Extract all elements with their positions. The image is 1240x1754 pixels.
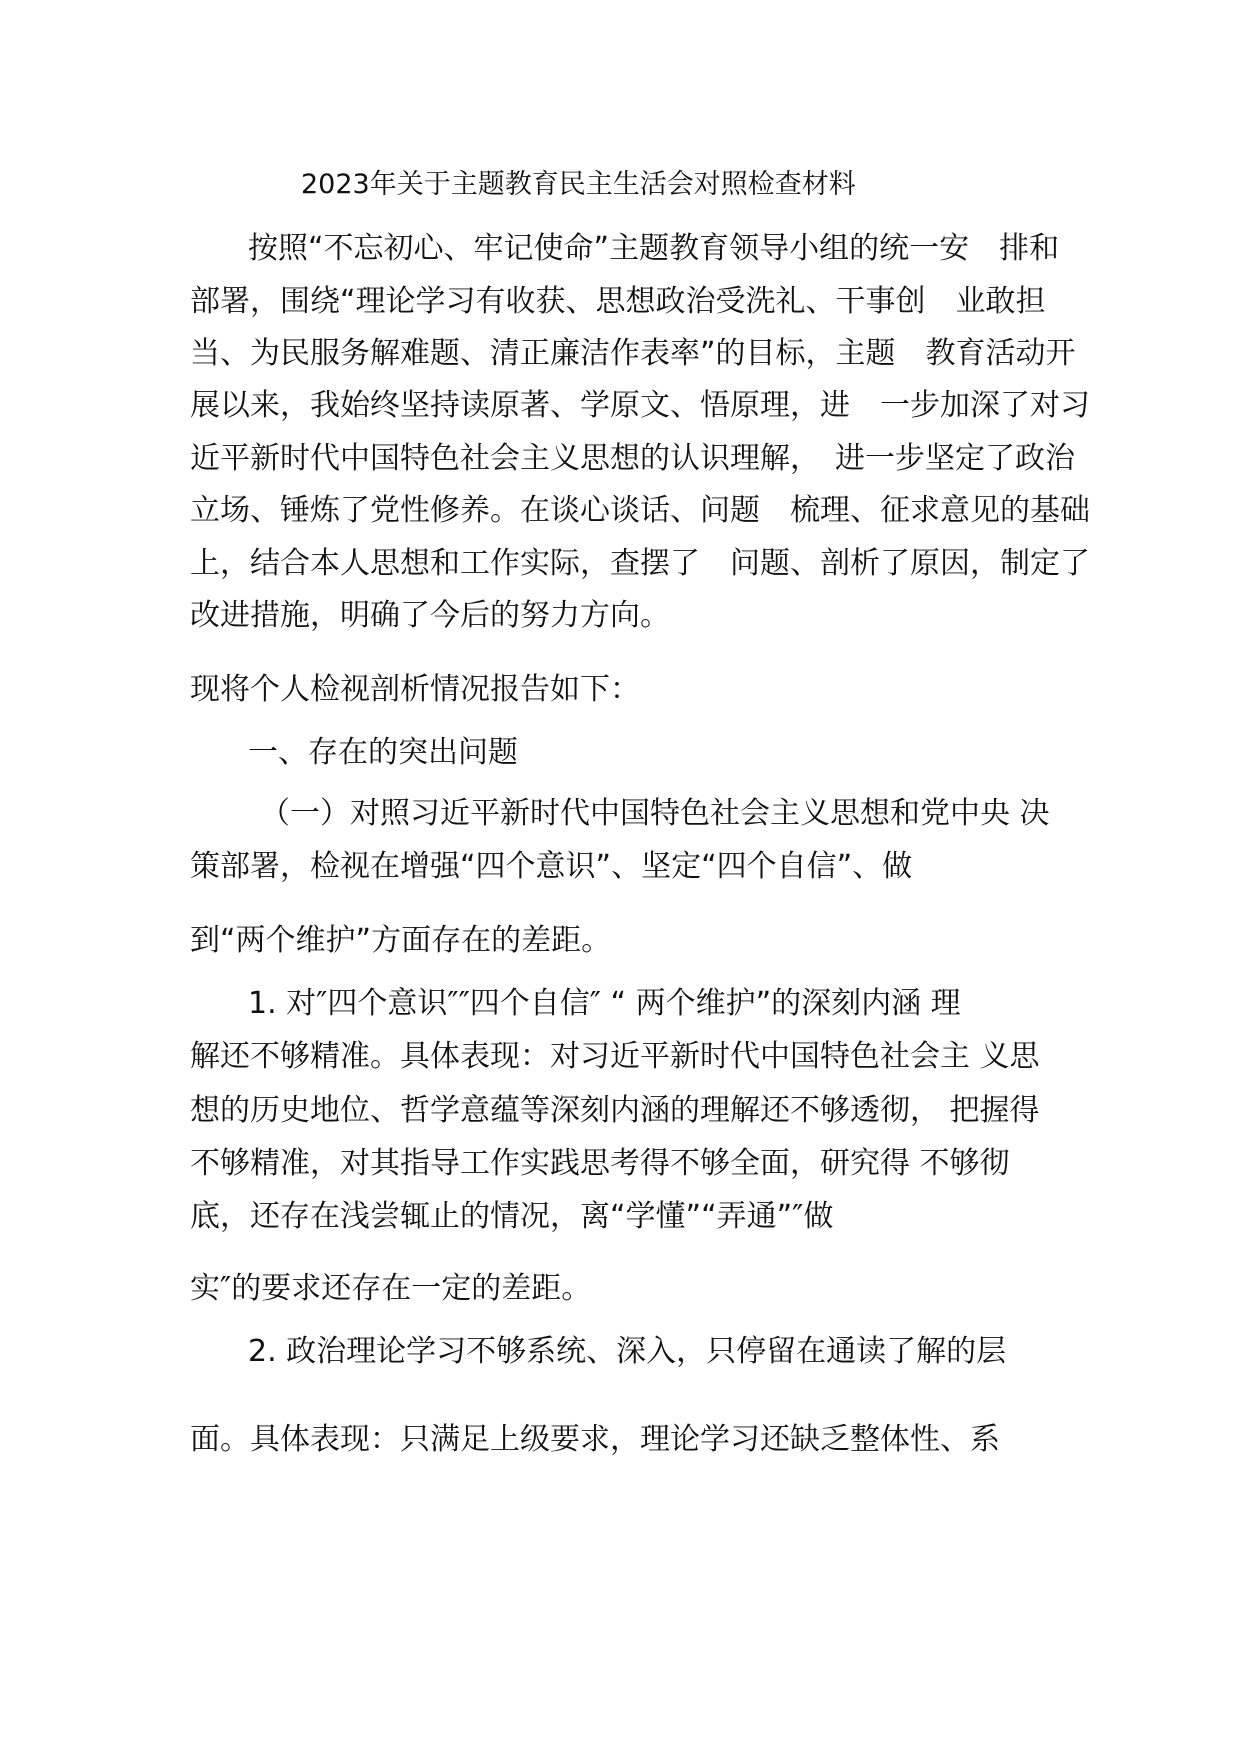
text-line: 底，还存在浅尝辄止的情况，离“学懂”“弄通”″做: [190, 1199, 834, 1234]
text-line: 面。具体表现：只满足上级要求，理论学习还缺乏整体性、系: [190, 1422, 1000, 1457]
text-line: 现将个人检视剖析情况报告如下：: [190, 672, 640, 707]
text-line: 改进措施，明确了今后的努力方向。: [190, 598, 670, 633]
text-line: 按照“不忘初心、牢记使命”主题教育领导小组的统一安 排和: [248, 231, 1060, 266]
text-line: 展以来，我始终坚持读原著、学原文、悟原理，进 一步加深了对习: [190, 388, 1090, 423]
text-line: 近平新时代中国特色社会主义思想的认识理解， 进一步坚定了政治: [190, 441, 1075, 476]
text-line: 到“两个维护”方面存在的差距。: [190, 923, 612, 958]
text-line: 实″的要求还存在一定的差距。: [190, 1271, 592, 1306]
text-line: 解还不够精准。具体表现：对习近平新时代中国特色社会主 义思: [190, 1039, 1040, 1074]
text-line: 当、为民服务解难题、清正廉洁作表率”的目标，主题 教育活动开: [190, 336, 1076, 371]
text-line: 想的历史地位、哲学意蕴等深刻内涵的理解还不够透彻， 把握得: [190, 1093, 1040, 1128]
text-line: 1. 对″四个意识″″四个自信″ “ 两个维护”的深刻内涵 理: [248, 986, 961, 1021]
document-title: 2023年关于主题教育民主生活会对照检查材料: [301, 169, 856, 200]
section-heading: 一、存在的突出问题: [248, 735, 518, 770]
text-line: 不够精准，对其指导工作实践思考得不够全面，研究得 不够彻: [190, 1146, 1010, 1181]
text-line: 立场、锤炼了党性修养。在谈心谈话、问题 梳理、征求意见的基础: [190, 493, 1090, 528]
subsection-heading: （一）对照习近平新时代中国特色社会主义思想和党中央 决: [260, 796, 1050, 831]
text-line: 部署，围绕“理论学习有收获、思想政治受洗礼、干事创 业敢担: [190, 284, 1046, 319]
text-line: 2. 政治理论学习不够系统、深入，只停留在通读了解的层: [248, 1334, 1007, 1369]
text-line: 策部署，检视在增强“四个意识”、坚定“四个自信”、做: [190, 849, 913, 884]
text-line: 上，结合本人思想和工作实际，查摆了 问题、剖析了原因，制定了: [190, 546, 1090, 581]
